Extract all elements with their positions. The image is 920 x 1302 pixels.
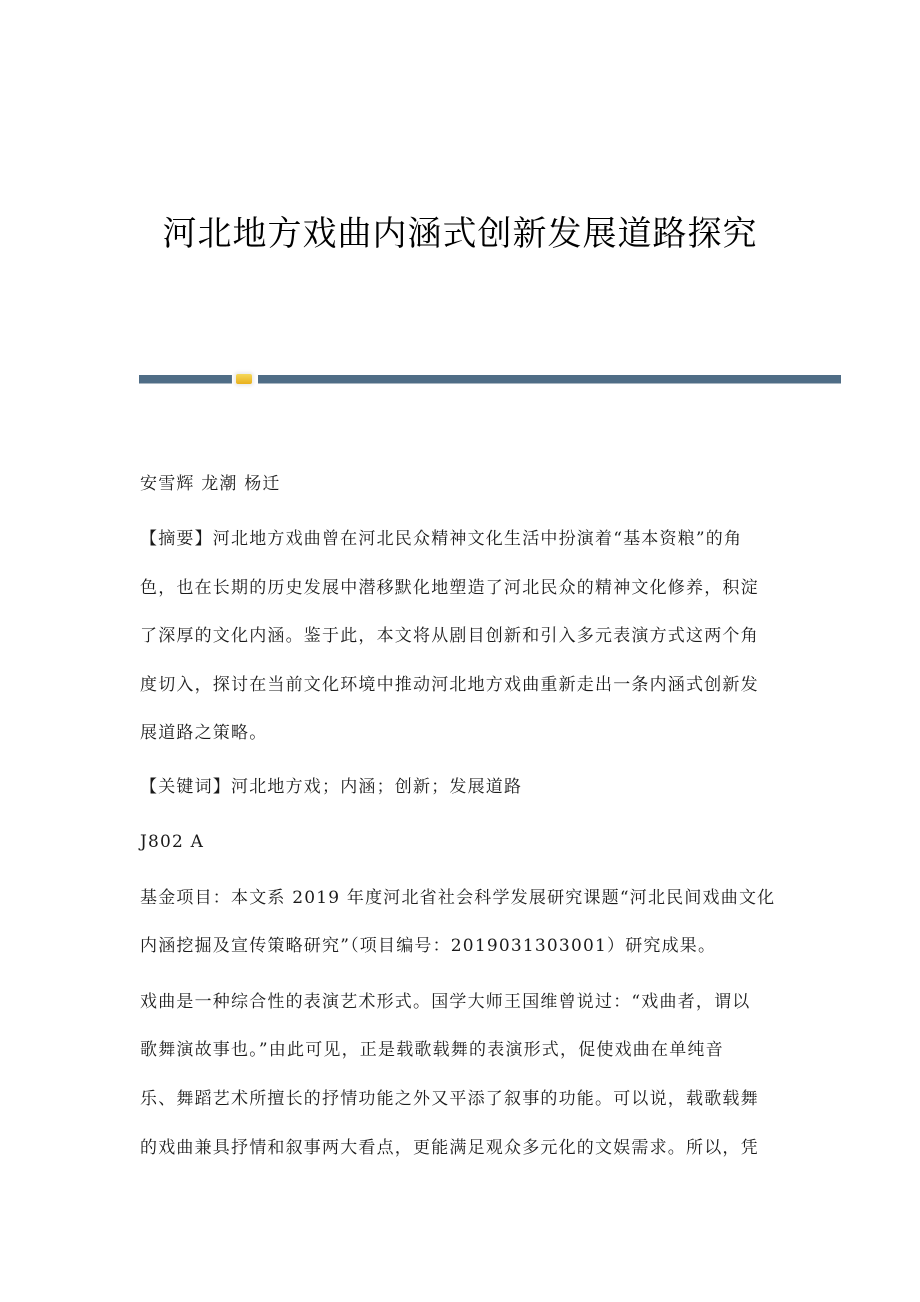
keywords: 【关键词】河北地方戏；内涵；创新；发展道路: [140, 777, 523, 797]
authors: 安雪辉 龙潮 杨迁: [140, 474, 281, 494]
abstract-line: 色，也在长期的历史发展中潜移默化地塑造了河北民众的精神文化修养，积淀: [140, 578, 759, 598]
document-title: 河北地方戏曲内涵式创新发展道路探究: [162, 214, 758, 254]
body-line: 戏曲是一种综合性的表演艺术形式。国学大师王国维曾说过：“戏曲者，谓以: [140, 992, 751, 1012]
classification-code: J802 A: [140, 832, 205, 852]
body-line: 的戏曲兼具抒情和叙事两大看点，更能满足观众多元化的文娱需求。所以，凭: [140, 1138, 759, 1158]
divider-ornament-icon: [236, 374, 252, 384]
abstract-line: 度切入，探讨在当前文化环境中推动河北地方戏曲重新走出一条内涵式创新发: [140, 675, 759, 695]
body-line: 乐、舞蹈艺术所擅长的抒情功能之外又平添了叙事的功能。可以说，载歌载舞: [140, 1089, 759, 1109]
divider-bar-left: [139, 375, 232, 384]
abstract-line: 了深厚的文化内涵。鉴于此，本文将从剧目创新和引入多元表演方式这两个角: [140, 626, 759, 646]
fund-line: 内涵挖掘及宣传策略研究”（项目编号：2019031303001）研究成果。: [140, 936, 717, 956]
divider-bar-right: [258, 375, 841, 384]
fund-line: 基金项目：本文系 2019 年度河北省社会科学发展研究课题“河北民间戏曲文化: [140, 888, 776, 908]
abstract-line: 【摘要】河北地方戏曲曾在河北民众精神文化生活中扮演着“基本资粮”的角: [140, 529, 743, 549]
abstract-line: 展道路之策略。: [140, 723, 268, 743]
title-divider: [139, 375, 841, 384]
body-line: 歌舞演故事也。”由此可见，正是载歌载舞的表演形式，促使戏曲在单纯音: [140, 1040, 724, 1060]
